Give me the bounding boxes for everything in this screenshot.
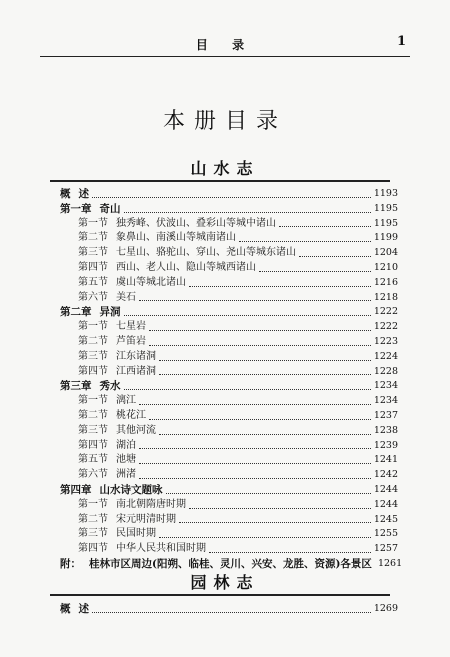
section-number: 第五节	[78, 454, 108, 466]
section-number: 第四节	[78, 261, 108, 273]
toc-entry-label	[78, 320, 146, 335]
toc-page-number: 1228	[373, 365, 398, 377]
chapter-title: 秀水	[99, 380, 121, 393]
toc-entry-label	[78, 394, 136, 409]
dot-leader	[209, 552, 371, 553]
toc-entry-label	[60, 483, 163, 498]
toc-entry-label	[60, 379, 121, 394]
toc-entry	[60, 231, 398, 246]
toc-entry	[60, 439, 398, 454]
dot-leader	[139, 463, 371, 464]
toc-entry-label	[78, 365, 156, 380]
dot-leader	[239, 241, 371, 242]
chapter-number: 第三章	[60, 380, 92, 393]
toc-entry	[60, 187, 398, 202]
section-number: 第一节	[78, 498, 108, 510]
toc-entry	[60, 468, 398, 483]
toc-entry-label	[78, 291, 136, 306]
toc-entry	[60, 305, 398, 320]
page-title: 本册目录	[162, 109, 287, 134]
toc-page-number: 1255	[373, 528, 398, 540]
dot-leader	[279, 226, 371, 227]
dot-leader	[166, 493, 371, 494]
toc-page-number: 1199	[373, 232, 398, 244]
running-header	[40, 34, 410, 54]
section-title: 独秀峰、伏波山、叠彩山等城中诸山	[116, 217, 276, 229]
toc-page-number: 1222	[373, 306, 398, 318]
toc-entry	[60, 276, 398, 291]
toc-entry-label	[78, 231, 236, 246]
section-number: 第三节	[78, 247, 108, 259]
toc-entry	[60, 483, 398, 498]
dot-leader	[299, 256, 371, 257]
dot-leader	[139, 300, 371, 301]
toc-page-number: 1218	[373, 291, 398, 303]
chapter-title: 异洞	[99, 306, 121, 319]
dot-leader	[259, 271, 371, 272]
dot-leader	[139, 448, 371, 449]
toc-entry-label	[78, 513, 176, 528]
section-number: 第三节	[78, 350, 108, 362]
toc-page-number: 1245	[373, 513, 398, 525]
section-number: 第一节	[78, 321, 108, 333]
toc-page-number: 1224	[373, 350, 398, 362]
dot-leader	[149, 419, 371, 420]
chapter-number: 第一章	[60, 202, 92, 215]
section-number: 第四节	[78, 439, 108, 451]
dot-leader	[159, 434, 371, 435]
section-title: 七星山、骆驼山、穿山、尧山等城东诸山	[116, 247, 296, 259]
dot-leader	[149, 345, 371, 346]
section-number: 第一节	[78, 395, 108, 407]
toc-page-number: 1244	[373, 498, 398, 510]
dot-leader	[92, 612, 371, 613]
section-title: 桃花江	[116, 409, 146, 421]
dot-leader	[139, 478, 371, 479]
dot-leader	[159, 374, 371, 375]
running-header-title: 目 录	[195, 38, 255, 52]
toc-page-number: 1238	[373, 424, 398, 436]
toc-entry	[60, 365, 398, 380]
toc-page-number: 1234	[373, 380, 398, 392]
section-number: 第二节	[78, 409, 108, 421]
toc-list-shanshui	[60, 187, 403, 572]
section-title: 西山、老人山、隐山等城西诸山	[116, 261, 256, 273]
toc-entry	[60, 394, 398, 409]
dot-leader	[92, 197, 371, 198]
toc-page-number: 1216	[373, 276, 398, 288]
section-title: 民国时期	[116, 528, 156, 540]
section-number: 第四节	[78, 365, 108, 377]
toc-page-number: 1210	[373, 261, 398, 273]
section-title-yuanlin: 园林志	[190, 573, 260, 592]
toc-page-number: 1244	[373, 483, 398, 495]
toc-entry	[60, 409, 398, 424]
toc-page-number: 1195	[373, 202, 398, 214]
toc-entry-label	[78, 217, 276, 232]
section-title: 七星岩	[116, 321, 146, 333]
section-number: 第一节	[78, 217, 108, 229]
section-title: 美石	[116, 291, 136, 303]
toc-list-yuanlin	[60, 602, 398, 617]
section-title: 湖泊	[116, 439, 136, 451]
toc-entry	[60, 453, 398, 468]
section-number: 第三节	[78, 424, 108, 436]
section-title: 宋元明清时期	[116, 513, 176, 525]
toc-entry	[60, 379, 398, 394]
toc-page-number: 1195	[373, 217, 398, 229]
toc-entry	[60, 246, 398, 261]
header-rule	[40, 56, 410, 57]
toc-page-number: 1193	[373, 188, 398, 199]
toc-entry	[60, 513, 398, 528]
chapter-number: 附：	[60, 557, 81, 570]
toc-entry-label	[60, 305, 121, 320]
toc-entry	[60, 217, 398, 232]
section-title: 漓江	[116, 395, 136, 407]
section-title: 洲渚	[116, 469, 136, 481]
section-number: 第六节	[78, 469, 108, 481]
toc-entry	[60, 291, 398, 306]
toc-entry-label	[78, 498, 186, 513]
dot-leader	[124, 389, 371, 390]
toc-entry-label	[60, 202, 121, 217]
toc-entry	[60, 498, 398, 513]
toc-entry-label	[78, 527, 156, 542]
dot-leader	[179, 522, 371, 523]
toc-page-number: 1241	[373, 454, 398, 466]
toc-entry-label	[78, 468, 136, 483]
section-number: 第二节	[78, 335, 108, 347]
toc-entry-label	[78, 439, 136, 454]
toc-entry-label	[78, 350, 156, 365]
page-number: 1	[396, 34, 406, 49]
section-title: 中华人民共和国时期	[116, 543, 206, 555]
chapter-title: 桂林市区周边(阳朔、临桂、灵川、兴安、龙胜、资源)各景区	[89, 557, 372, 570]
toc-entry	[60, 527, 398, 542]
toc-entry	[60, 542, 398, 557]
section-number: 第六节	[78, 291, 108, 303]
chapter-number: 第二章	[60, 306, 92, 319]
section-number: 第二节	[78, 513, 108, 525]
toc-page-number: 1261	[377, 557, 403, 569]
dot-leader	[159, 537, 371, 538]
section-title: 池塘	[116, 454, 136, 466]
toc-entry	[60, 202, 398, 217]
chapter-title: 奇山	[99, 202, 121, 215]
toc-entry	[60, 261, 398, 276]
section-number: 第四节	[78, 543, 108, 555]
toc-entry-label	[78, 453, 136, 468]
dot-leader	[124, 315, 371, 316]
section-number: 第五节	[78, 276, 108, 288]
toc-page-number: 1222	[373, 321, 398, 333]
toc-entry-label	[78, 246, 296, 261]
toc-entry-label	[78, 335, 146, 350]
toc-page-number: 1239	[373, 439, 398, 451]
toc-page-number: 1242	[373, 469, 398, 481]
section-title: 其他河流	[116, 424, 156, 436]
toc-page-number: 1257	[373, 543, 398, 555]
toc-entry-label	[60, 187, 89, 202]
toc-entry	[60, 602, 398, 617]
dot-leader	[149, 330, 371, 331]
section-title: 象鼻山、南溪山等城南诸山	[116, 232, 236, 244]
toc-entry	[60, 424, 398, 439]
section-number: 第二节	[78, 232, 108, 244]
section-title: 江东诸洞	[116, 350, 156, 362]
chapter-title: 述	[78, 603, 89, 615]
dot-leader	[189, 508, 371, 509]
section-rule	[50, 180, 390, 182]
chapter-title: 述	[78, 188, 89, 200]
toc-entry	[60, 335, 398, 350]
chapter-number: 第四章	[60, 483, 92, 496]
section-number: 第三节	[78, 528, 108, 540]
chapter-number: 概	[60, 603, 71, 615]
section-title: 南北朝隋唐时期	[116, 498, 186, 510]
toc-page-number: 1269	[373, 603, 398, 614]
toc-entry-label	[78, 542, 206, 557]
section-title: 芦笛岩	[116, 335, 146, 347]
dot-leader	[189, 286, 371, 287]
dot-leader	[139, 404, 371, 405]
section-title-shanshui: 山水志	[190, 159, 260, 178]
toc-page-number: 1204	[373, 247, 398, 259]
dot-leader	[124, 212, 371, 213]
section-rule	[50, 594, 390, 596]
chapter-title: 山水诗文题咏	[99, 483, 163, 496]
toc-page-number: 1234	[373, 395, 398, 407]
toc-entry-label	[78, 409, 146, 424]
chapter-number: 概	[60, 188, 71, 200]
section-title: 江西诸洞	[116, 365, 156, 377]
toc-page-number: 1237	[373, 409, 398, 421]
toc-entry-label	[78, 276, 186, 291]
dot-leader	[159, 360, 371, 361]
toc-entry-label	[78, 424, 156, 439]
toc-page-number: 1223	[373, 335, 398, 347]
toc-entry	[60, 350, 398, 365]
toc-entry	[60, 320, 398, 335]
section-title: 虞山等城北诸山	[116, 276, 186, 288]
toc-entry-label	[60, 602, 89, 617]
toc-entry-label	[78, 261, 256, 276]
